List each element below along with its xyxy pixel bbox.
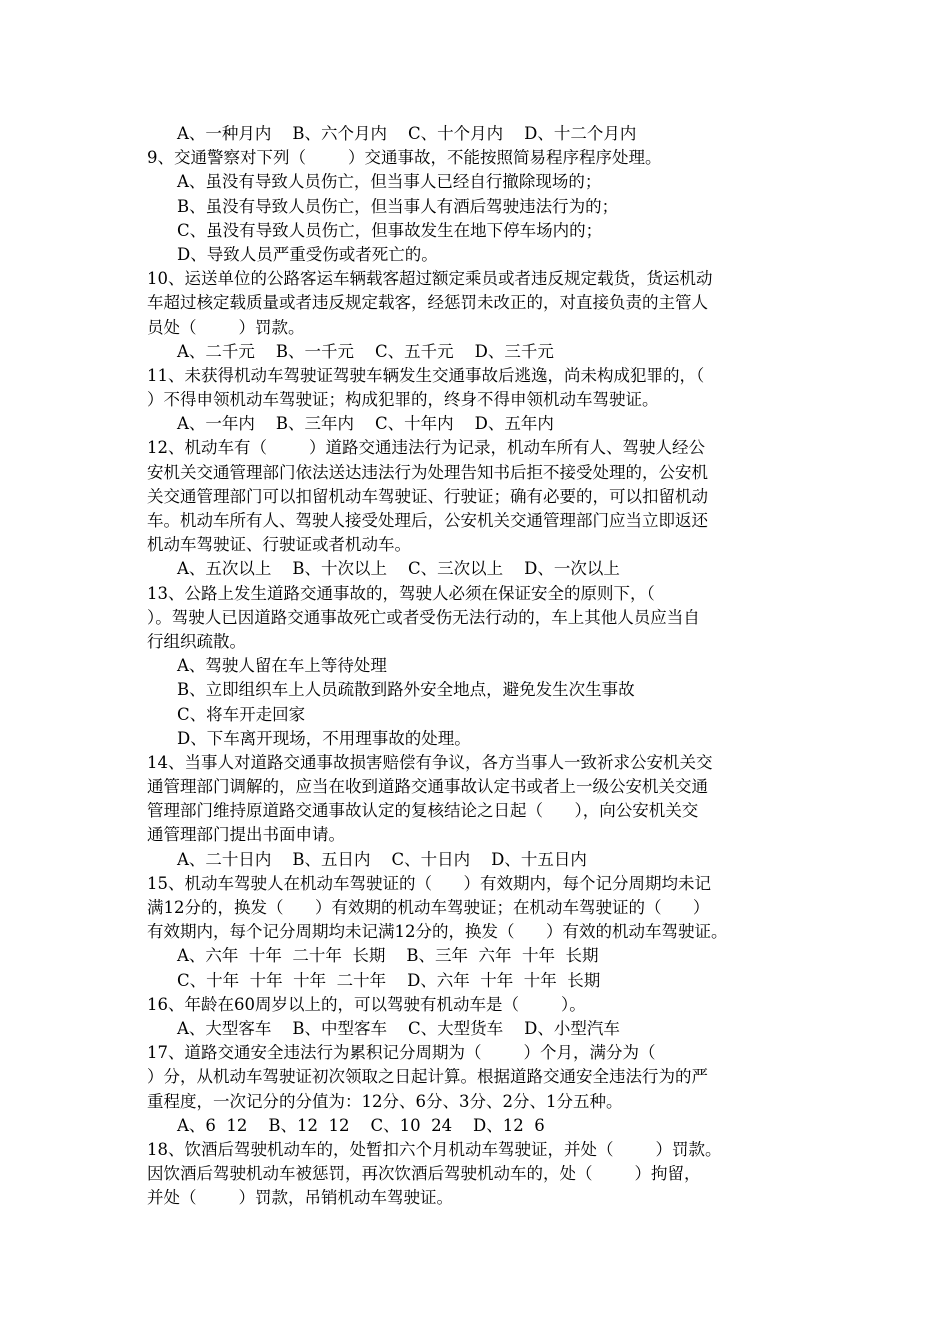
question-text-line: 满12分的，换发（ ）有效期的机动车驾驶证；在机动车驾驶证的（ ） bbox=[147, 898, 710, 917]
question-text-line: 员处（ ）罚款。 bbox=[147, 317, 305, 337]
question-text-line: 16、年龄在60周岁以上的，可以驾驶有机动车是（ ）。 bbox=[147, 994, 586, 1014]
question-text-line: ）分，从机动车驾驶证初次领取之日起计算。根据道路交通安全违法行为的严 bbox=[147, 1067, 708, 1087]
answer-option-line: C、虽没有导致人员伤亡，但事故发生在地下停车场内的； bbox=[177, 220, 603, 240]
answer-option-line: D、导致人员严重受伤或者死亡的。 bbox=[177, 244, 438, 264]
answer-option-line: A、二十日内 B、五日内 C、十日内 D、十五日内 bbox=[177, 849, 587, 869]
question-text-line: 车。机动车所有人、驾驶人接受处理后，公安机关交通管理部门应当立即返还 bbox=[147, 511, 708, 530]
answer-option-line: A、大型客车 B、中型客车 C、大型货车 D、小型汽车 bbox=[177, 1018, 620, 1038]
question-text-line: 通管理部门调解的，应当在收到道路交通事故认定书或者上一级公安机关交通 bbox=[147, 777, 708, 797]
question-text-line: 关交通管理部门可以扣留机动车驾驶证、行驶证；确有必要的，可以扣留机动 bbox=[147, 486, 708, 506]
question-text-line: ）不得申领机动车驾驶证；构成犯罪的，终身不得申领机动车驾驶证。 bbox=[147, 390, 659, 410]
answer-option-line: A、六年 十年 二十年 长期 B、三年 六年 十年 长期 bbox=[177, 946, 599, 966]
answer-option-line: A、五次以上 B、十次以上 C、三次以上 D、一次以上 bbox=[177, 559, 620, 579]
question-text-line: 重程度，一次记分的分值为：12分、6分、3分、2分、1分五种。 bbox=[147, 1091, 623, 1111]
question-text-line: 通管理部门提出书面申请。 bbox=[147, 825, 345, 845]
answer-option-line: B、虽没有导致人员伤亡，但当事人有酒后驾驶违法行为的； bbox=[177, 196, 619, 216]
question-text-line: 管理部门维持原道路交通事故认定的复核结论之日起（ ），向公安机关交 bbox=[147, 801, 699, 821]
question-text-line: ）。驾驶人已因道路交通事故死亡或者受伤无法行动的，车上其他人员应当自 bbox=[147, 607, 700, 627]
question-text-line: 10、运送单位的公路客运车辆载客超过额定乘员或者违反规定载货，货运机动 bbox=[147, 269, 713, 289]
answer-option-line: D、下车离开现场，不用理事故的处理。 bbox=[177, 728, 471, 748]
question-text-line: 并处（ ）罚款，吊销机动车驾驶证。 bbox=[147, 1188, 453, 1208]
answer-option-line: A、二千元 B、一千元 C、五千元 D、三千元 bbox=[177, 341, 554, 361]
answer-option-line: A、一种月内 B、六个月内 C、十个月内 D、十二个月内 bbox=[177, 124, 637, 143]
question-text-line: 11、未获得机动车驾驶证驾驶车辆发生交通事故后逃逸，尚未构成犯罪的，（ bbox=[147, 365, 705, 385]
answer-option-line: C、十年 十年 十年 二十年 D、六年 十年 十年 长期 bbox=[177, 970, 601, 990]
question-text-line: 18、饮酒后驾驶机动车的，处暂扣六个月机动车驾驶证，并处（ ）罚款。 bbox=[147, 1139, 722, 1159]
question-text-line: 14、当事人对道路交通事故损害赔偿有争议，各方当事人一致祈求公安机关交 bbox=[147, 752, 713, 772]
question-text-line: 9、交通警察对下列（ ）交通事故，不能按照简易程序程序处理。 bbox=[147, 148, 662, 168]
answer-option-line: A、6 12 B、12 12 C、10 24 D、12 6 bbox=[177, 1115, 545, 1135]
question-text-line: 因饮酒后驾驶机动车被惩罚，再次饮酒后驾驶机动车的，处（ ）拘留， bbox=[147, 1164, 701, 1184]
question-text-line: 机动车驾驶证、行驶证或者机动车。 bbox=[147, 535, 411, 555]
answer-option-line: A、一年内 B、三年内 C、十年内 D、五年内 bbox=[177, 414, 554, 434]
question-text-line: 行组织疏散。 bbox=[147, 631, 246, 651]
answer-option-line: C、将车开走回家 bbox=[177, 704, 306, 724]
question-text-line: 15、机动车驾驶人在机动车驾驶证的（ ）有效期内，每个记分周期均未记 bbox=[147, 873, 711, 893]
question-text-line: 13、公路上发生道路交通事故的，驾驶人必须在保证安全的原则下，（ bbox=[147, 583, 655, 603]
question-text-line: 12、机动车有（ ）道路交通违法行为记录，机动车所有人、驾驶人经公 bbox=[147, 438, 705, 458]
question-text-line: 有效期内，每个记分周期均未记满12分的，换发（ ）有效的机动车驾驶证。 bbox=[147, 922, 728, 942]
answer-option-line: A、虽没有导致人员伤亡，但当事人已经自行撤除现场的； bbox=[177, 172, 602, 192]
answer-option-line: A、驾驶人留在车上等待处理 bbox=[177, 656, 387, 676]
question-text-line: 安机关交通管理部门依法送达违法行为处理告知书后拒不接受处理的，公安机 bbox=[147, 462, 708, 482]
question-text-line: 车超过核定载质量或者违反规定载客，经惩罚未改正的，对直接负责的主管人 bbox=[147, 293, 708, 313]
question-text-line: 17、道路交通安全违法行为累积记分周期为（ ）个月，满分为（ bbox=[147, 1043, 656, 1063]
answer-option-line: B、立即组织车上人员疏散到路外安全地点，避免发生次生事故 bbox=[177, 680, 635, 700]
document-body bbox=[147, 122, 812, 1210]
